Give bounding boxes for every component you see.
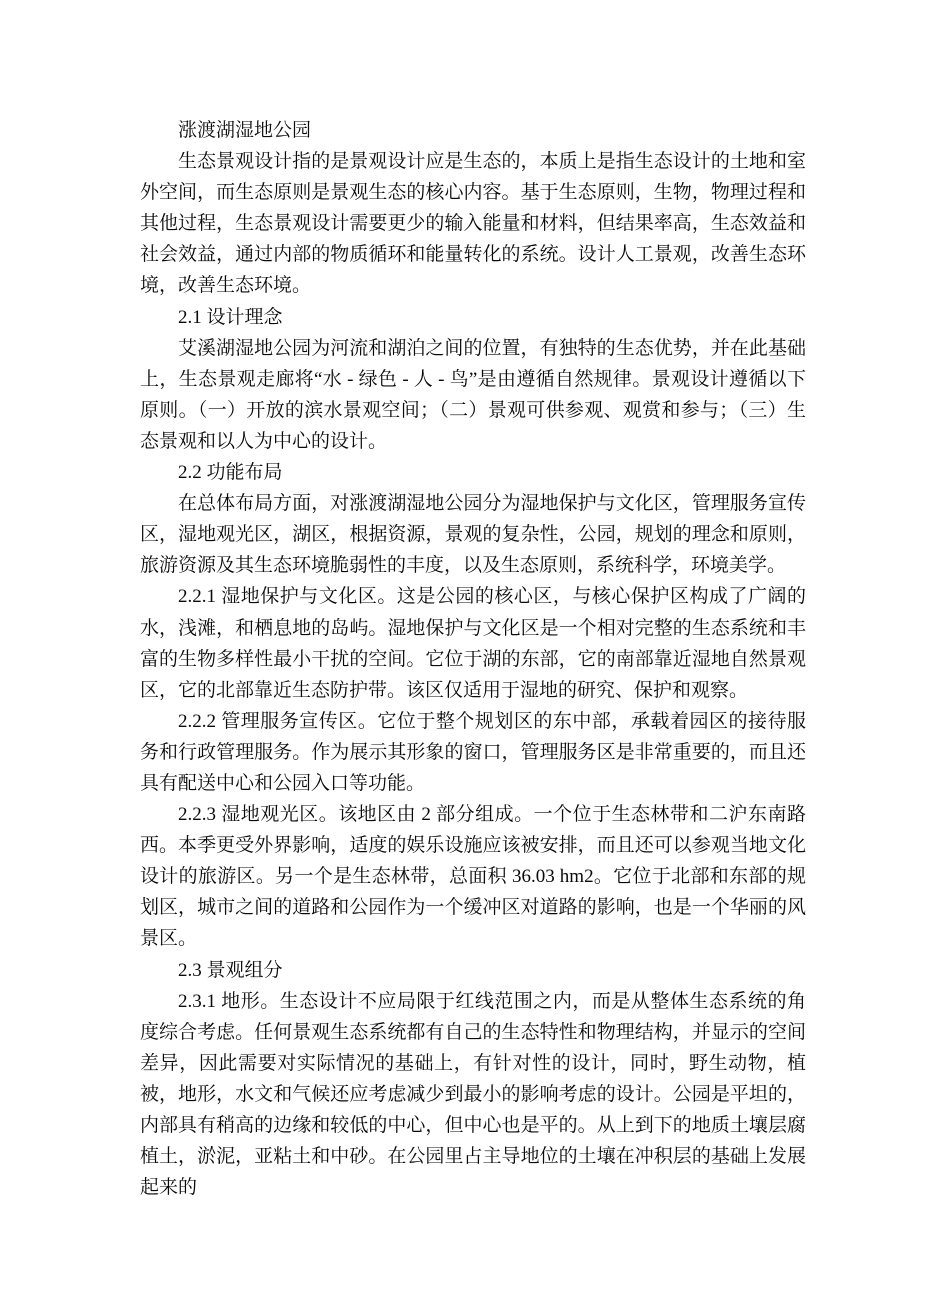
document-text-block — [140, 115, 806, 1203]
document-paragraph: 2.2.1 湿地保护与文化区。这是公园的核心区，与核心保护区构成了广阔的水，浅滩，和栖息地的岛屿。湿地保护与文化区是一个相对完整的生态系统和丰富的生物多样性最小干扰的空间。它位于湖的东部，它的南部靠近湿地自然景观区，它的北部靠近生态防护带。该区仅适用于湿地的研究、保护和观察。 — [140, 586, 806, 701]
document-paragraph: 生态景观设计指的是景观设计应是生态的，本质上是指生态设计的土地和室外空间，而生态原则是景观生态的核心内容。基于生态原则，生物，物理过程和其他过程，生态景观设计需要更少的输入能量和材料，但结果率高，生态效益和社会效益，通过内部的物质循环和能量转化的系统。设计人工景观，改善生态环境，改善生态环境。 — [140, 151, 806, 297]
document-paragraph: 涨渡湖湿地公园 — [178, 120, 312, 141]
document-paragraph: 2.1 设计理念 — [178, 306, 283, 328]
document-paragraph: 在总体布局方面，对涨渡湖湿地公园分为湿地保护与文化区，管理服务宣传区，湿地观光区，湖区，根据资源，景观的复杂性，公园，规划的理念和原则，旅游资源及其生态环境脆弱性的丰度，以及生态原则，系统科学，环境美学。 — [140, 493, 806, 577]
document-paragraph: 2.3 景观组分 — [178, 959, 283, 981]
document-paragraph: 2.2.3 湿地观光区。该地区由 2 部分组成。一个位于生态林带和二沪东南路西。本季更受外界影响，适度的娱乐设施应该被安排，而且还可以参观当地文化设计的旅游区。另一个是生态林带，总面积 36.03 hm2。它位于北部和东部的规划区，城市之间的道路和公园作为一个缓冲区对道路的影响，也是一个华丽的风景区。 — [140, 804, 806, 950]
document-paragraph: 艾溪湖湿地公园为河流和湖泊之间的位置，有独特的生态优势，并在此基础上，生态景观走廊将“水 - 绿色 - 人 - 鸟”是由遵循自然规律。景观设计遵循以下原则。（一）开放的滨水景观空间；（二）景观可供参观、观赏和参与；（三）生态景观和以人为中心的设计。 — [140, 337, 806, 452]
document-paragraph: 2.2 功能布局 — [178, 462, 283, 484]
document-paragraph: 2.2.2 管理服务宣传区。它位于整个规划区的东中部，承载着园区的接待服务和行政管理服务。作为展示其形象的窗口，管理服务区是非常重要的，而且还具有配送中心和公园入口等功能。 — [140, 710, 806, 794]
document-paragraph: 2.3.1 地形。生态设计不应局限于红线范围之内，而是从整体生态系统的角度综合考虑。任何景观生态系统都有自己的生态特性和物理结构，并显示的空间差异，因此需要对实际情况的基础上，有针对性的设计，同时，野生动物，植被，地形，水文和气候还应考虑减少到最小的影响考虑的设计。公园是平坦的，内部具有稍高的边缘和较低的中心，但中心也是平的。从上到下的地质土壤层腐植土，淤泥，亚粘土和中砂。在公园里占主导地位的土壤在冲积层的基础上发展起来的 — [140, 990, 806, 1199]
